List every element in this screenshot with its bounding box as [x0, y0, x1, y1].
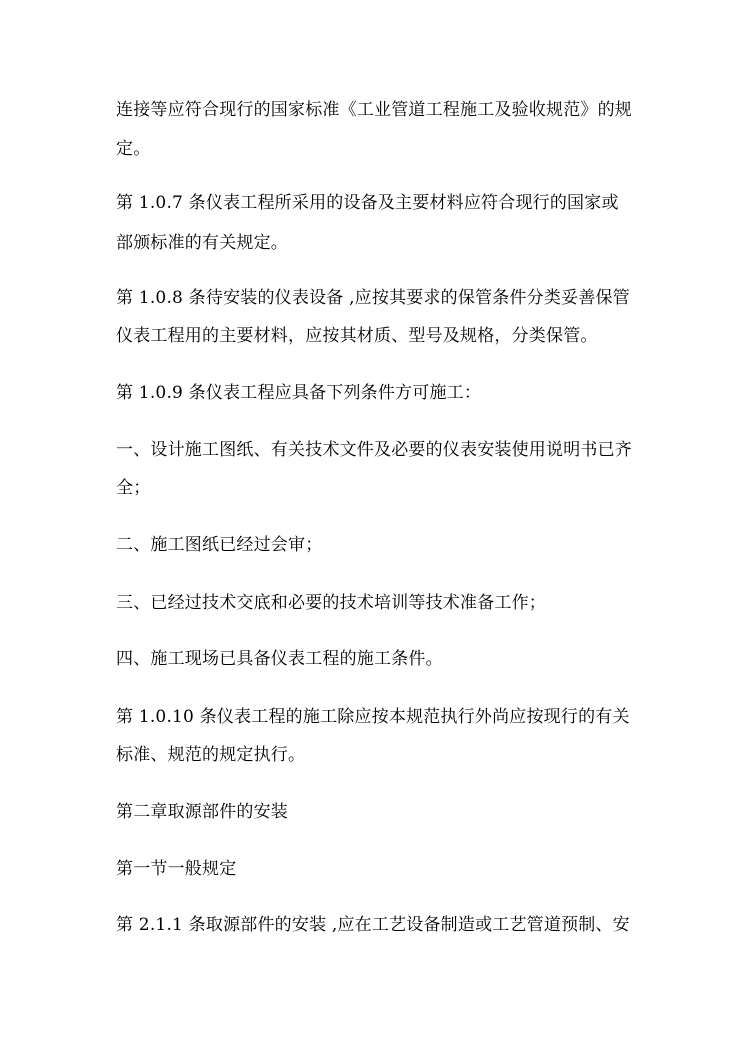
text-line: 部颁标准的有关规定。 — [116, 233, 288, 253]
section-heading: 第一节一般规定 — [116, 859, 237, 879]
text-line: 标准、规范的规定执行。 — [116, 745, 306, 765]
text-line: 二、施工图纸已经过会审； — [116, 535, 323, 555]
text-line: 一、设计施工图纸、有关技术文件及必要的仪表安装使用说明书已齐 — [116, 440, 632, 460]
text-line: 连接等应符合现行的国家标准《工业管道工程施工及验收规范》的规 — [116, 100, 632, 120]
text-line: 第 1.0.10 条仪表工程的施工除应按本规范执行外尚应按现行的有关 — [116, 707, 630, 727]
text-line: 第 1.0.9 条仪表工程应具备下列条件方可施工： — [116, 383, 482, 403]
chapter-heading: 第二章取源部件的安装 — [116, 802, 288, 822]
text-line: 四、施工现场已具备仪表工程的施工条件。 — [116, 649, 443, 669]
text-line: 第 2.1.1 条取源部件的安装 ,应在工艺设备制造或工艺管道预制、安 — [116, 915, 630, 935]
text-line: 全； — [116, 478, 151, 498]
text-line: 仪表工程用的主要材料，应按其材质、型号及规格，分类保管。 — [116, 326, 598, 346]
text-line: 第 1.0.8 条待安装的仪表设备 ,应按其要求的保管条件分类妥善保管 — [116, 288, 630, 308]
text-line: 定。 — [116, 139, 151, 159]
text-line: 三、已经过技术交底和必要的技术培训等技术准备工作； — [116, 593, 546, 613]
text-line: 第 1.0.7 条仪表工程所采用的设备及主要材料应符合现行的国家或 — [116, 193, 619, 213]
